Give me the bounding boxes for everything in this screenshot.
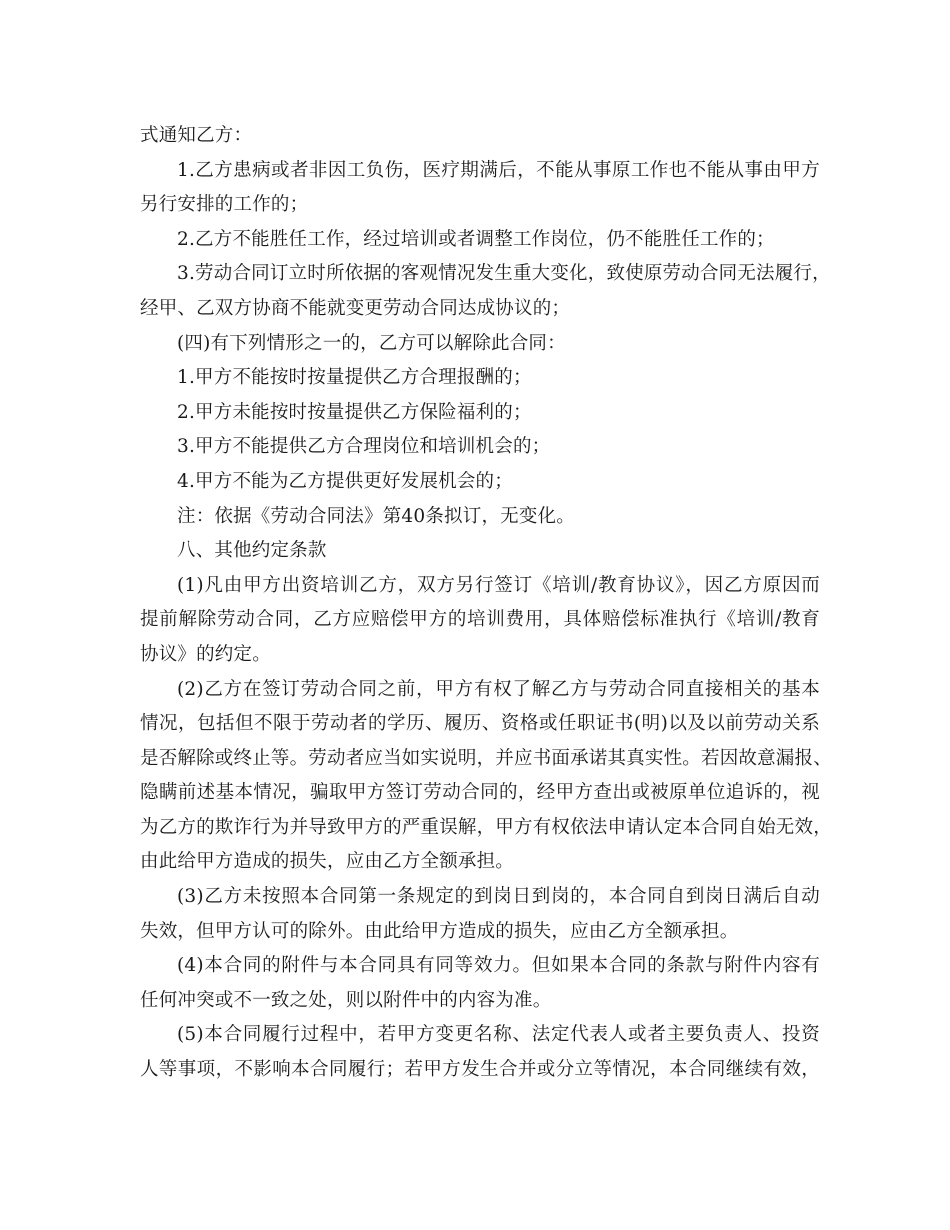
text-line: 隐瞒前述基本情况，骗取甲方签订劳动合同的，经甲方查出或被原单位追诉的，视: [140, 782, 820, 804]
text-line: 式通知乙方：: [140, 125, 253, 146]
text-line: 为乙方的欺诈行为并导致甲方的严重误解，甲方有权依法申请认定本合同自始无效，: [140, 816, 832, 838]
text-line: 八、其他约定条款: [177, 540, 327, 562]
text-line: 2.乙方不能胜任工作，经过培训或者调整工作岗位，仍不能胜任工作的；: [177, 228, 775, 250]
text-line: 经甲、乙双方协商不能就变更劳动合同达成协议的；: [140, 297, 571, 319]
contract-text-body: [140, 119, 832, 1088]
text-line: 协议》的约定。: [140, 643, 271, 665]
text-line: (1)凡由甲方出资培训乙方，双方另行签订《培训/教育协议》，因乙方原因而: [177, 574, 820, 596]
text-line: 是否解除或终止等。劳动者应当如实说明，并应书面承诺其真实性。若因故意漏报、: [140, 747, 832, 769]
text-line: 3.劳动合同订立时所依据的客观情况发生重大变化，致使原劳动合同无法履行，: [177, 263, 831, 285]
text-line: (5)本合同履行过程中，若甲方变更名称、法定代表人或者主要负责人、投资: [177, 1024, 820, 1046]
text-line: 3.甲方不能提供乙方合理岗位和培训机会的；: [177, 436, 551, 458]
text-line: (四)有下列情形之一的，乙方可以解除此合同：: [177, 332, 566, 354]
text-line: 另行安排的工作的；: [140, 194, 309, 216]
text-line: 由此给甲方造成的损失，应由乙方全额承担。: [140, 851, 515, 873]
text-line: 2.甲方未能按时按量提供乙方保险福利的；: [177, 401, 532, 423]
text-line: 情况，包括但不限于劳动者的学历、履历、资格或任职证书(明)以及以前劳动关系: [140, 713, 820, 735]
text-line: (4)本合同的附件与本合同具有同等效力。但如果本合同的条款与附件内容有: [177, 955, 820, 977]
text-line: (2)乙方在签订劳动合同之前，甲方有权了解乙方与劳动合同直接相关的基本: [177, 678, 820, 700]
text-line: 注：依据《劳动合同法》第40条拟订，无变化。: [177, 505, 575, 527]
text-line: 4.甲方不能为乙方提供更好发展机会的；: [177, 470, 513, 492]
text-line: (3)乙方未按照本合同第一条规定的到岗日到岗的，本合同自到岗日满后自动: [177, 886, 820, 908]
text-line: 提前解除劳动合同，乙方应赔偿甲方的培训费用，具体赔偿标准执行《培训/教育: [140, 609, 820, 631]
text-line: 人等事项，不影响本合同履行；若甲方发生合并或分立等情况，本合同继续有效，: [140, 1059, 820, 1081]
text-line: 失效，但甲方认可的除外。由此给甲方造成的损失，应由乙方全额承担。: [140, 920, 739, 942]
text-line: 1.乙方患病或者非因工负伤，医疗期满后，不能从事原工作也不能从事由甲方: [177, 159, 820, 181]
text-line: 1.甲方不能按时按量提供乙方合理报酬的；: [177, 367, 532, 389]
text-line: 任何冲突或不一致之处，则以附件中的内容为准。: [140, 989, 552, 1011]
